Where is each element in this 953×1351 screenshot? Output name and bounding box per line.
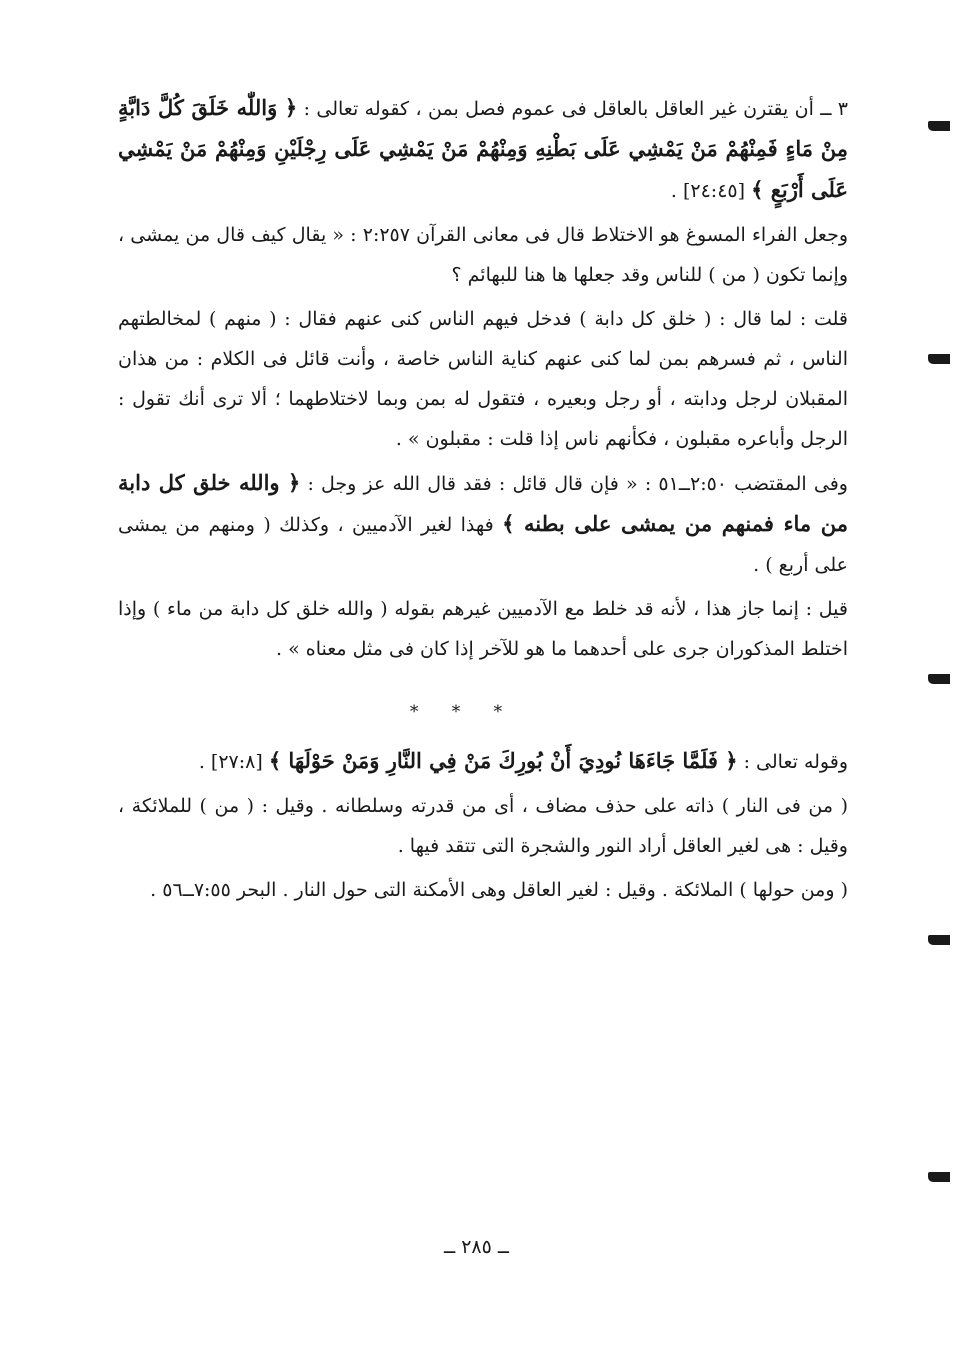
paragraph-text: قيل : إنما جاز هذا ، لأنه قد خلط مع الآدميين غيرهم بقوله ( والله خلق كل دابة من ماء ) وإذا اختلط المذكوران جرى على أحدهما ما هو للآخر إذا كان فى مثل معناه » .	[118, 598, 848, 660]
paragraph-text: ( ومن حولها ) الملائكة . وقيل : لغير العاقل وهى الأمكنة التى حول النار . البحر ٧:٥٥ــ٥٦ .	[150, 879, 848, 901]
paragraph-text: وجعل الفراء المسوغ هو الاختلاط قال فى معانى القرآن ٢:٢٥٧ : « يقال كيف قال من يمشى ، وإنما تكون ( من ) للناس وقد جعلها ها هنا للبهائم ؟	[118, 224, 848, 286]
paragraph	[118, 786, 848, 866]
margin-mark	[928, 674, 950, 684]
section-separator: * * *	[409, 702, 517, 722]
paragraph	[118, 870, 848, 910]
paragraph-text: قلت : لما قال : ( خلق كل دابة ) فدخل فيهم الناس كنى عنهم فقال : ( منهم ) لمخالطتهم الناس ، ثم فسرهم بمن لما كنى عنهم كناية الناس خاصة ، وأنت قائل فى الكلام : من هذان المقبلان لرجل ودابته ، أو رجل وبعيره ، فتقول له بمن وبما لاختلاطهما ؛ ألا ترى أنك تقول : الرجل وأباعره مقبلون ، فكأنهم ناس إذا قلت : مقبلون » .	[118, 308, 848, 450]
paragraph	[118, 88, 848, 211]
paragraph	[118, 299, 848, 459]
quran-quote: ﴿ فَلَمَّا جَاءَهَا نُودِيَ أَنْ بُورِكَ مَنْ فِي النَّارِ وَمَنْ حَوْلَهَا ﴾	[268, 748, 738, 773]
paragraph-text: [٢٧:٨] .	[198, 751, 269, 773]
paragraph-text: وفى المقتضب ٢:٥٠ــ٥١ : « فإن قال قائل : فقد قال الله عز وجل :	[300, 473, 848, 495]
margin-mark	[928, 354, 950, 364]
page-body	[118, 88, 848, 910]
quran-quote: ﴿ وَاللّٰه خَلَقَ كُلَّ دَابَّةٍ مِنْ مَاءٍ فَمِنْهُمْ مَنْ يَمْشِي عَلَى بَطْنِهِ وَمِنْهُمْ مَنْ يَمْشِي عَلَى رِجْلَيْنِ وَمِنْهُمْ مَنْ يَمْشِي عَلَى أَرْبَعٍ ﴾	[118, 95, 848, 202]
section-1	[118, 88, 848, 669]
section-2	[118, 741, 848, 910]
paragraph-text: [٢٤:٤٥] .	[670, 180, 752, 202]
margin-mark	[928, 935, 950, 945]
paragraph	[118, 215, 848, 295]
paragraph-text: وقوله تعالى :	[737, 751, 848, 773]
paragraph	[118, 463, 848, 585]
page-number: ــ ٢٨٥ ــ	[444, 1236, 509, 1258]
paragraph-text: ٣ ــ أن يقترن غير العاقل بالعاقل فى عموم فصل بمن ، كقوله تعالى :	[297, 98, 848, 120]
margin-mark	[928, 1172, 950, 1182]
paragraph-text: ( من فى النار ) ذاته على حذف مضاف ، أى من قدرته وسلطانه . وقيل : ( من ) للملائكة ، وقيل : هى لغير العاقل أراد النور والشجرة التى تتقد فيها .	[118, 795, 848, 857]
paragraph-text: فهذا لغير الآدميين ، وكذلك ( ومنهم من يمشى على أربع ) .	[118, 514, 848, 576]
quran-quote: ﴿ والله خلق كل دابة من ماء فمنهم من يمشى على بطنه ﴾	[118, 470, 848, 536]
paragraph	[118, 741, 848, 782]
paragraph	[118, 589, 848, 669]
margin-mark	[928, 121, 950, 131]
